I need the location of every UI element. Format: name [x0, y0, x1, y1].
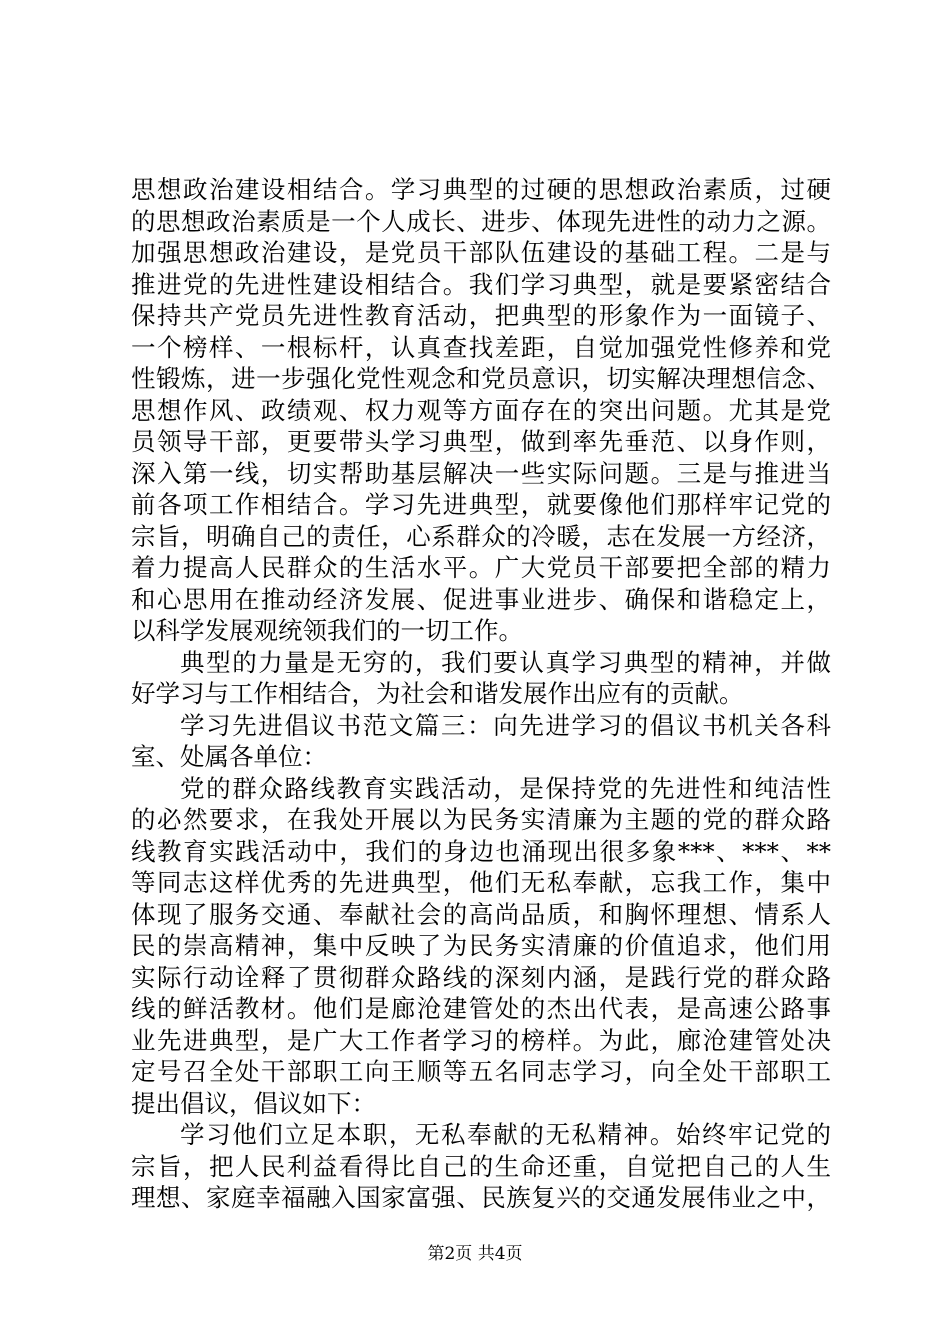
- text-line: 室、处属各单位：: [131, 742, 327, 771]
- text-line: 一个榜样、一根标杆，认真查找差距，自觉加强党性修养和党: [131, 332, 831, 362]
- text-line: 保持共产党员先进性教育活动，把典型的形象作为一面镜子、: [131, 301, 831, 330]
- text-line: 和心思用在推动经济发展、促进事业进步、确保和谐稳定上，: [131, 584, 831, 614]
- text-line: 加强思想政治建设，是党员干部队伍建设的基础工程。二是与: [131, 238, 831, 267]
- text-line: 理想、家庭幸福融入国家富强、民族复兴的交通发展伟业之中，: [131, 1183, 831, 1212]
- text-line: 线教育实践活动中，我们的身边也涌现出很多象***、***、**: [131, 836, 831, 866]
- text-line: 典型的力量是无穷的，我们要认真学习典型的精神，并做: [180, 647, 831, 677]
- text-line: 提出倡议，倡议如下：: [131, 1088, 376, 1118]
- text-line: 学习先进倡议书范文篇三：向先进学习的倡议书机关各科: [180, 710, 831, 740]
- text-line: 前各项工作相结合。学习先进典型，就要像他们那样牢记党的: [131, 490, 831, 519]
- text-line: 业先进典型，是广大工作者学习的榜样。为此，廊沧建管处决: [131, 1025, 831, 1055]
- text-line: 定号召全处干部职工向王顺等五名同志学习，向全处干部职工: [131, 1057, 831, 1086]
- text-line: 着力提高人民群众的生活水平。广大党员干部要把全部的精力: [131, 553, 831, 582]
- text-line: 思想政治建设相结合。学习典型的过硬的思想政治素质，过硬: [131, 175, 831, 204]
- page-footer: 第2页 共4页: [427, 1244, 523, 1264]
- text-line: 线的鲜活教材。他们是廊沧建管处的杰出代表，是高速公路事: [131, 994, 831, 1023]
- text-line: 民的崇高精神，集中反映了为民务实清廉的价值追求，他们用: [131, 931, 831, 960]
- text-line: 等同志这样优秀的先进典型，他们无私奉献，忘我工作，集中: [131, 868, 831, 897]
- text-line: 思想作风、政绩观、权力观等方面存在的突出问题。尤其是党: [131, 395, 831, 425]
- text-line: 的思想政治素质是一个人成长、进步、体现先进性的动力之源。: [131, 206, 831, 236]
- text-line: 性锻炼，进一步强化党性观念和党员意识，切实解决理想信念、: [131, 364, 831, 393]
- text-line: 员领导干部，更要带头学习典型，做到率先垂范、以身作则，: [131, 427, 831, 456]
- text-line: 党的群众路线教育实践活动，是保持党的先进性和纯洁性: [180, 773, 831, 803]
- text-line: 体现了服务交通、奉献社会的高尚品质，和胸怀理想、情系人: [131, 899, 831, 929]
- text-line: 学习他们立足本职，无私奉献的无私精神。始终牢记党的: [180, 1120, 831, 1149]
- text-line: 宗旨，明确自己的责任，心系群众的冷暖，志在发展一方经济，: [131, 521, 831, 551]
- text-line: 的必然要求，在我处开展以为民务实清廉为主题的党的群众路: [131, 805, 831, 834]
- text-line: 推进党的先进性建设相结合。我们学习典型，就是要紧密结合: [131, 269, 831, 299]
- text-line: 好学习与工作相结合，为社会和谐发展作出应有的贡献。: [131, 679, 744, 708]
- text-line: 实际行动诠释了贯彻群众路线的深刻内涵，是践行党的群众路: [131, 962, 831, 992]
- text-line: 深入第一线，切实帮助基层解决一些实际问题。三是与推进当: [131, 458, 831, 488]
- document-body: [131, 174, 831, 1214]
- text-line: 宗旨，把人民利益看得比自己的生命还重，自觉把自己的人生: [131, 1151, 831, 1181]
- text-line: 以科学发展观统领我们的一切工作。: [131, 616, 523, 645]
